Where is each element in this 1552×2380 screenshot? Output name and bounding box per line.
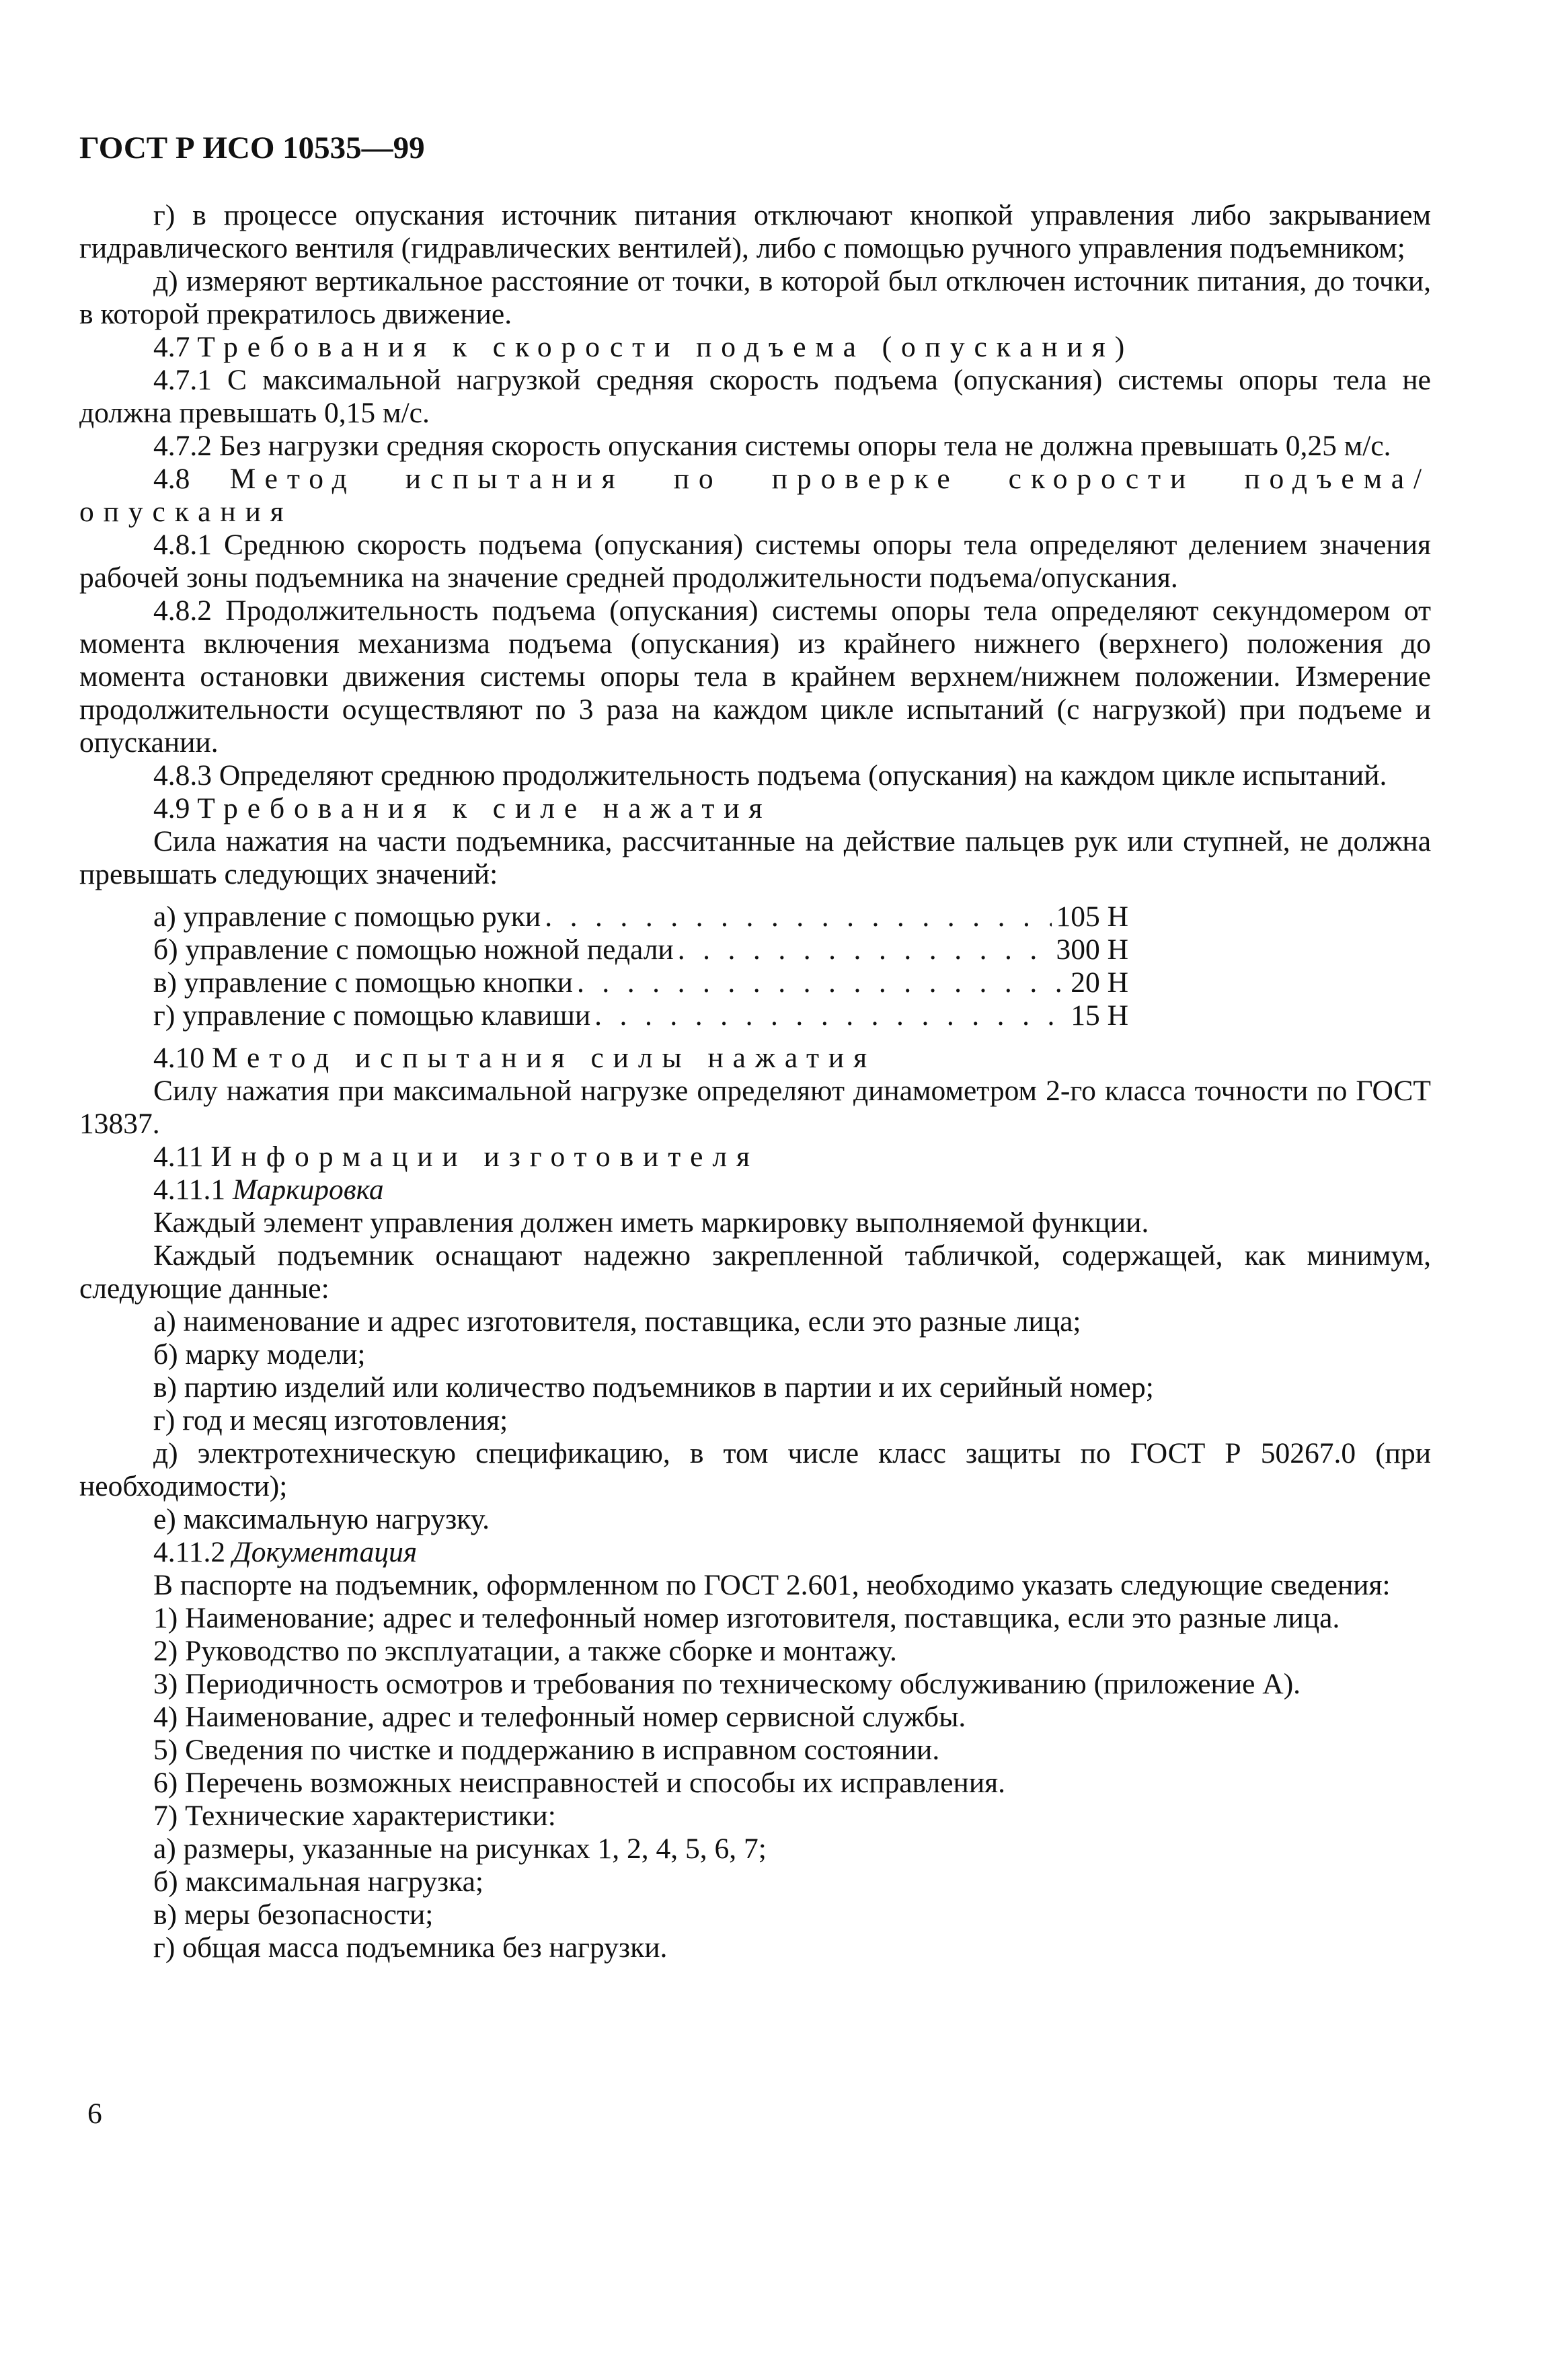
- force-list-item: [79, 900, 1128, 933]
- documentation-list-item: 4) Наименование, адрес и телефонный номер сервисной службы.: [153, 1701, 966, 1733]
- force-label: в) управление с помощью кнопки: [153, 966, 573, 999]
- force-list-item: [79, 933, 1128, 966]
- section-4-10-heading: [79, 1042, 1431, 1075]
- section-number: 4.9: [153, 792, 190, 824]
- section-title: Документация: [233, 1536, 418, 1568]
- documentation-list-item: 1) Наименование; адрес и телефонный номер изготовителя, поставщика, если это разные лица.: [153, 1602, 1340, 1634]
- specification-list-item: а) размеры, указанные на рисунках 1, 2, 4, 5, 6, 7;: [153, 1833, 767, 1865]
- force-label: б) управление с помощью ножной педали: [153, 933, 674, 966]
- section-number: 4.7: [153, 331, 190, 363]
- documentation-list-item: 3) Периодичность осмотров и требования по техническому обслуживанию (приложение А).: [153, 1668, 1301, 1700]
- force-label: а) управление с помощью руки: [153, 900, 541, 933]
- marking-list-item: д) электротехническую спецификацию, в том числе класс защиты по ГОСТ Р 50267.0 (при необходимости);: [79, 1437, 1431, 1502]
- dot-leader: [545, 900, 1052, 933]
- paragraph-4-8-1: 4.8.1 Среднюю скорость подъема (опускания) системы опоры тела определяют делением значения рабочей зоны подъемника на значение средней продолжительности подъема/опускания.: [79, 529, 1431, 594]
- paragraph-4-7-1: 4.7.1 С максимальной нагрузкой средняя скорость подъема (опускания) системы опоры тела не должна превышать 0,15 м/с.: [79, 364, 1431, 429]
- section-title: Метод испытания силы нажатия: [212, 1042, 877, 1074]
- section-number: 4.10: [153, 1042, 205, 1074]
- specification-list: [79, 1833, 1431, 1964]
- specification-list-item: г) общая масса подъемника без нагрузки.: [153, 1931, 668, 1964]
- section-4-11-2-heading: [79, 1536, 1431, 1569]
- section-title: Информации изготовителя: [210, 1141, 759, 1173]
- marking-list: [79, 1305, 1431, 1536]
- force-list-item: [79, 966, 1128, 999]
- documentation-list-item: 6) Перечень возможных неисправностей и способы их исправления.: [153, 1767, 1005, 1799]
- documentation-list-item: 5) Сведения по чистке и поддержанию в исправном состоянии.: [153, 1734, 940, 1766]
- specification-list-item: б) максимальная нагрузка;: [153, 1866, 484, 1898]
- paragraph-item-g: г) в процессе опускания источник питания отключают кнопкой управления либо закрыванием гидравлического вентиля (гидравлических вентилей), либо с помощью ручного управления подъемником;: [79, 199, 1431, 264]
- marking-list-item: г) год и месяц изготовления;: [153, 1404, 508, 1436]
- dot-leader: [678, 933, 1052, 966]
- dot-leader: [577, 966, 1066, 999]
- section-title: Требования к силе нажатия: [197, 792, 772, 824]
- section-number: 4.11.1: [153, 1174, 226, 1206]
- paragraph-4-11-2: В паспорте на подъемник, оформленном по ГОСТ 2.601, необходимо указать следующие сведения:: [153, 1569, 1391, 1601]
- section-4-11-heading: [79, 1141, 1431, 1174]
- section-number: 4.11: [153, 1141, 204, 1173]
- dot-leader: [594, 999, 1066, 1032]
- paragraph-4-8-2: 4.8.2 Продолжительность подъема (опускания) системы опоры тела определяют секундомером от момента включения механизма подъема (опускания) из крайнего нижнего (верхнего) положения до момента остановки движения системы опоры тела в крайнем верхнем/нижнем положении. Измерение продолжительности осуществляют по 3 раза на каждом цикле испытаний (с нагрузкой) при подъеме и опускании.: [79, 594, 1431, 759]
- section-number: 4.11.2: [153, 1536, 226, 1568]
- documentation-list: [79, 1602, 1431, 1833]
- marking-list-item: в) партию изделий или количество подъемников в партии и их серийный номер;: [153, 1371, 1154, 1404]
- section-number: 4.8: [153, 463, 190, 495]
- paragraph-4-10: Силу нажатия при максимальной нагрузке определяют динамометром 2-го класса точности по ГОСТ 13837.: [79, 1075, 1431, 1140]
- section-4-8-heading: [79, 463, 1431, 529]
- force-value: 15 Н: [1071, 999, 1128, 1032]
- force-value: 20 Н: [1071, 966, 1128, 999]
- marking-list-item: а) наименование и адрес изготовителя, поставщика, если это разные лица;: [153, 1305, 1081, 1338]
- section-4-11-1-heading: [79, 1174, 1431, 1206]
- force-value: 300 Н: [1056, 933, 1128, 966]
- force-list: [79, 900, 1431, 1032]
- documentation-list-item: 7) Технические характеристики:: [153, 1800, 556, 1832]
- section-4-7-heading: [79, 331, 1431, 364]
- page-number: 6: [87, 2098, 102, 2130]
- force-label: г) управление с помощью клавиши: [153, 999, 591, 1032]
- specification-list-item: в) меры безопасности;: [153, 1898, 434, 1931]
- paragraph-4-7-2: 4.7.2 Без нагрузки средняя скорость опускания системы опоры тела не должна превышать 0,25 м/с.: [153, 430, 1391, 462]
- documentation-list-item: 2) Руководство по эксплуатации, а также сборке и монтажу.: [153, 1635, 897, 1667]
- document-page: [79, 128, 1431, 1964]
- section-title: Маркировка: [233, 1174, 384, 1206]
- section-title: Метод испытания по проверке скорости подъема/опускания: [79, 463, 1432, 528]
- section-title: Требования к скорости подъема (опускания): [197, 331, 1134, 363]
- paragraph-4-11-1-a: Каждый элемент управления должен иметь маркировку выполняемой функции.: [153, 1206, 1149, 1239]
- force-list-item: [79, 999, 1128, 1032]
- paragraph-4-11-1-b: Каждый подъемник оснащают надежно закрепленной табличкой, содержащей, как минимум, следующие данные:: [79, 1239, 1431, 1305]
- marking-list-item: е) максимальную нагрузку.: [153, 1503, 490, 1535]
- page-header: ГОСТ Р ИСО 10535—99: [79, 130, 425, 165]
- section-4-9-heading: [79, 792, 1431, 825]
- paragraph-4-9: Сила нажатия на части подъемника, рассчитанные на действие пальцев рук или ступней, не должна превышать следующих значений:: [79, 825, 1431, 890]
- marking-list-item: б) марку модели;: [153, 1338, 366, 1371]
- force-value: 105 Н: [1056, 900, 1128, 933]
- paragraph-4-8-3: 4.8.3 Определяют среднюю продолжительность подъема (опускания) на каждом цикле испытаний.: [153, 759, 1387, 792]
- paragraph-item-d: д) измеряют вертикальное расстояние от точки, в которой был отключен источник питания, до точки, в которой прекратилось движение.: [79, 265, 1431, 330]
